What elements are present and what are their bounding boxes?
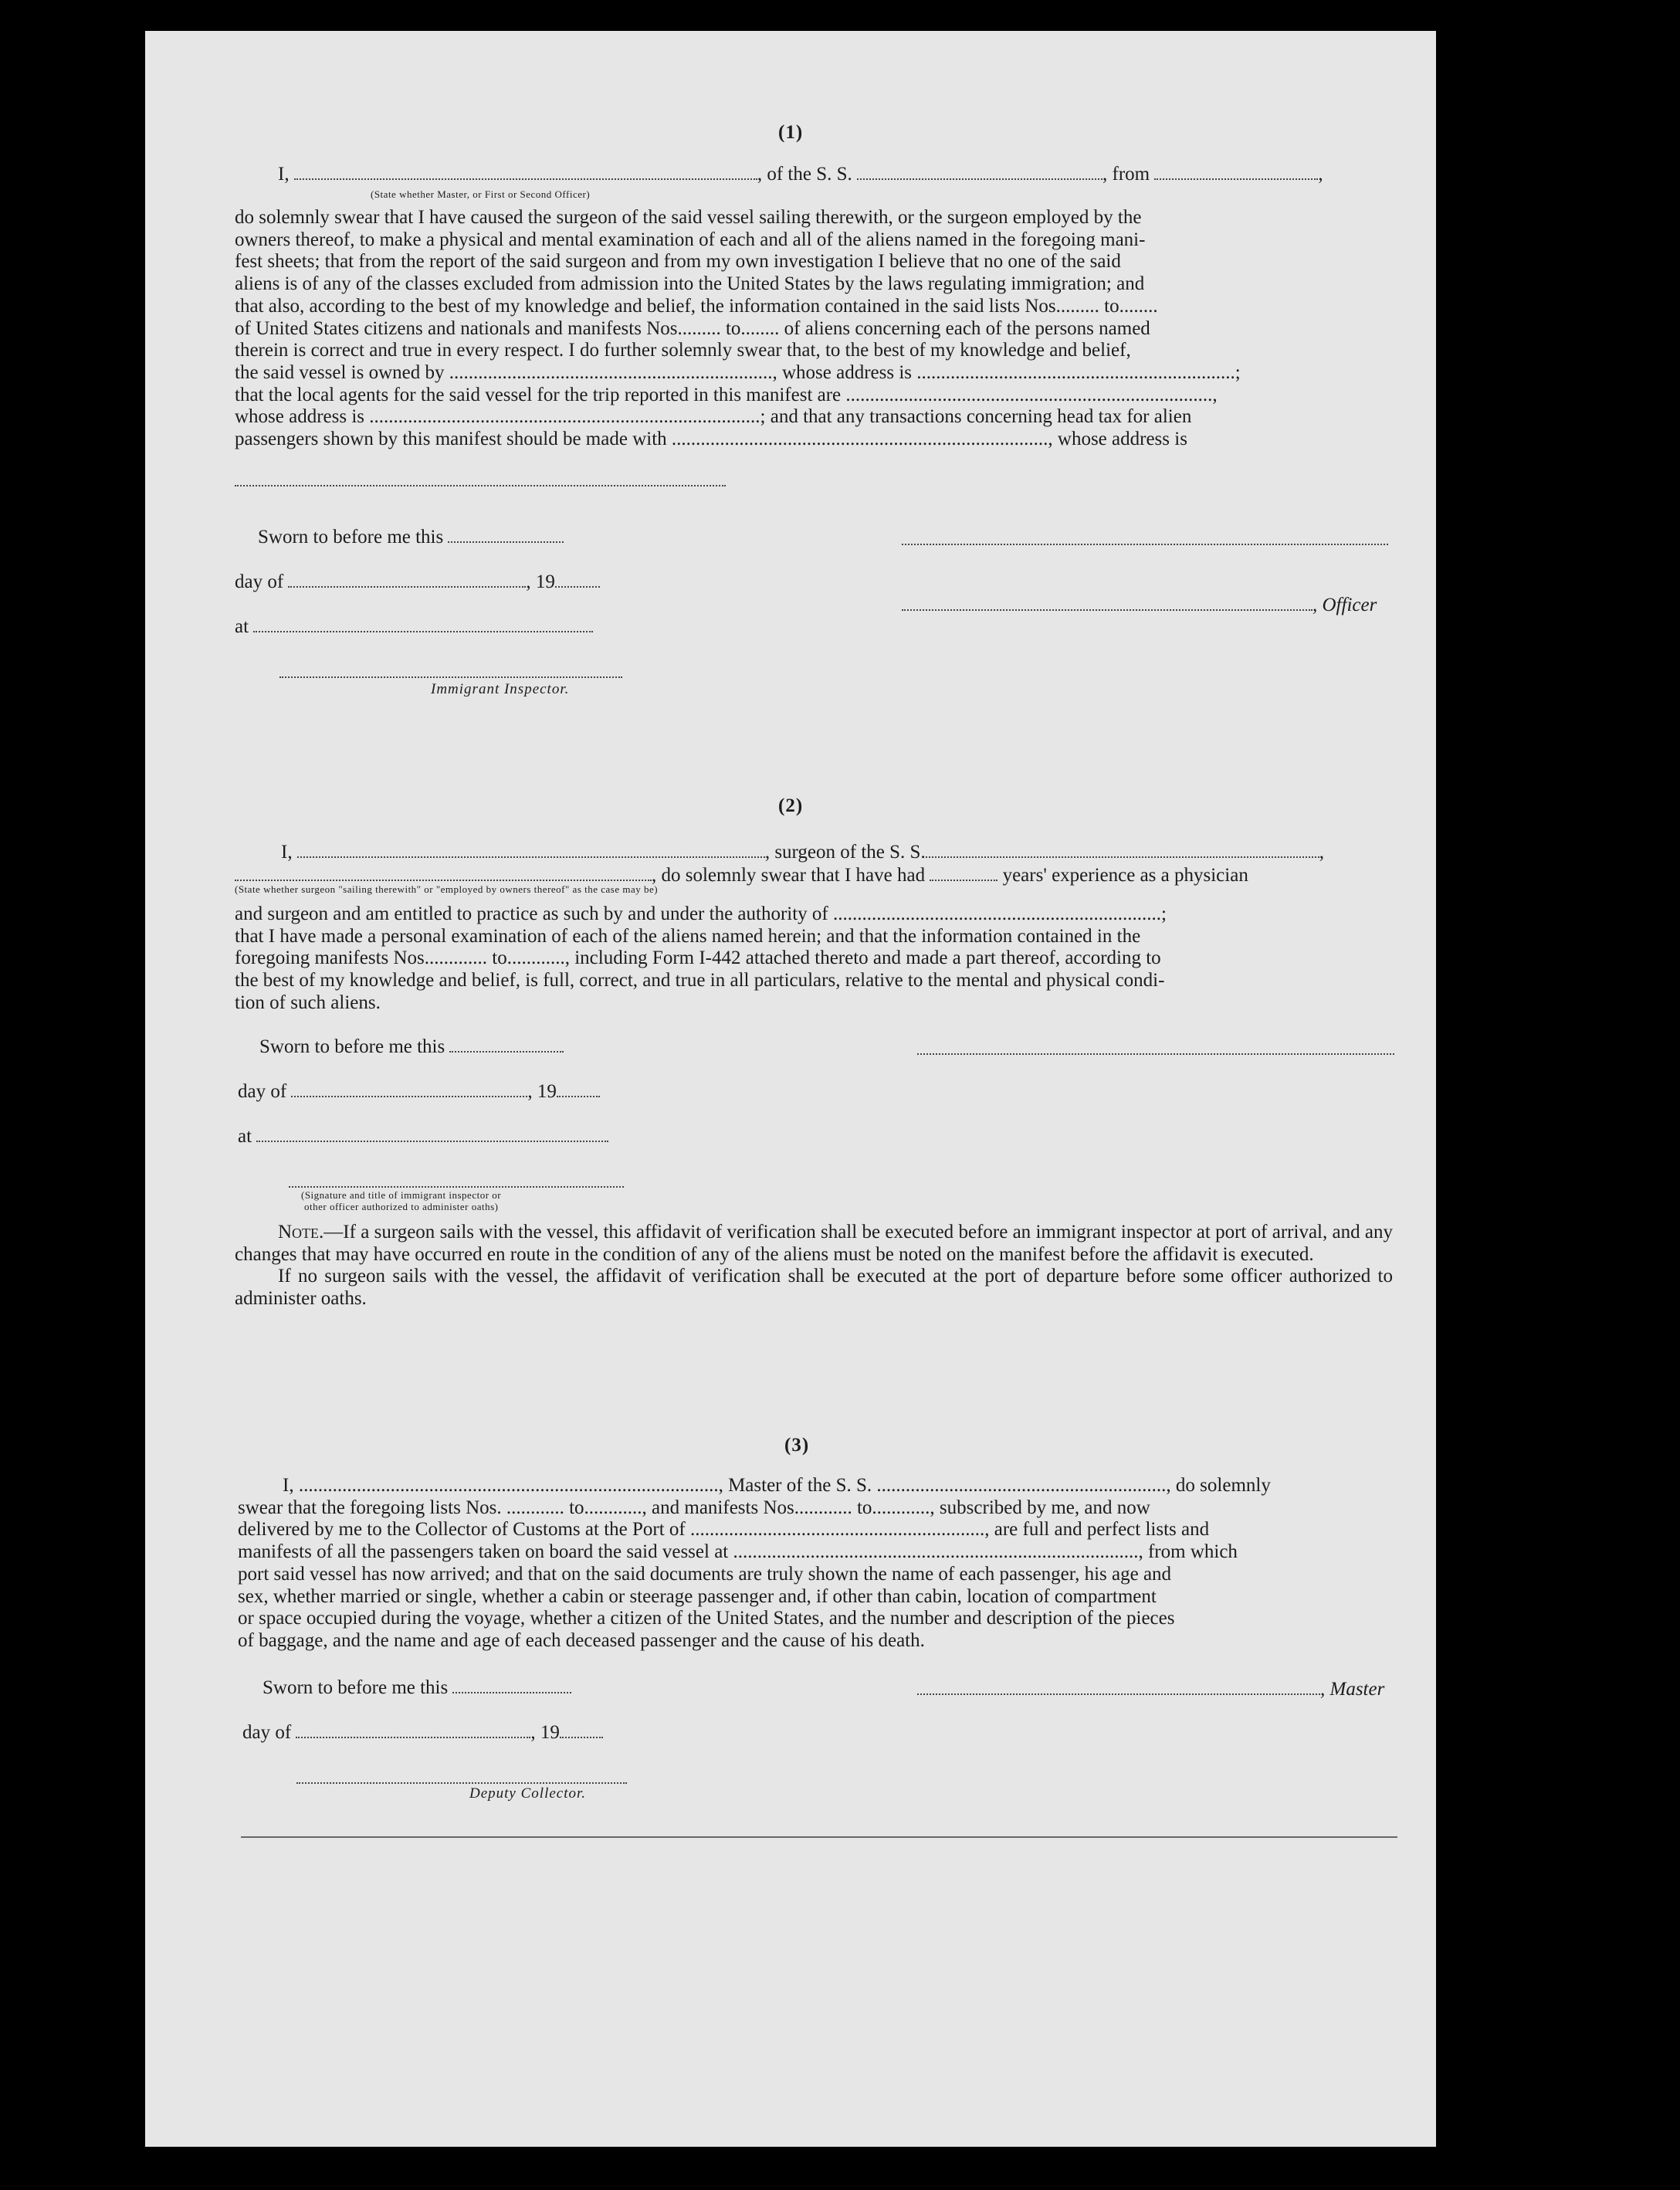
s2-surgeon-label: , surgeon of the S. S. bbox=[764, 842, 926, 863]
s2-first-line bbox=[281, 842, 1324, 863]
s2-day-row bbox=[238, 1081, 600, 1103]
s1-year-blank bbox=[555, 572, 600, 588]
punch-hole-7 bbox=[1473, 1359, 1507, 1393]
s2-note2-paragraph: If no surgeon sails with the vessel, the affidavit of verification shall be executed at the port of departure before some officer authorized to administer oaths. bbox=[235, 1266, 1393, 1310]
s2-i-label: I, bbox=[281, 842, 293, 863]
s1-i-label: I, bbox=[278, 164, 290, 185]
s1-officer-label: , Officer bbox=[1312, 595, 1377, 615]
s3-master-signature-blank bbox=[917, 1680, 1320, 1695]
s1-inspector-signature-blank bbox=[279, 663, 622, 678]
s3-line-2: swear that the foregoing lists Nos. ............ to............, and manifests Nos............ to............, subscribed by me, and now bbox=[238, 1497, 1150, 1518]
s1-inspector-label: Immigrant Inspector. bbox=[431, 681, 570, 697]
s2-years-label: years' experience as a physician bbox=[1002, 865, 1248, 886]
manifest-back-page bbox=[145, 31, 1436, 2147]
s2-status-caption: (State whether surgeon "sailing therewith" or "employed by owners thereof" as the case may be) bbox=[235, 883, 659, 895]
s3-sworn-row bbox=[262, 1677, 571, 1699]
s3-collector-signature-blank bbox=[296, 1768, 627, 1784]
s1-officer-row bbox=[902, 595, 1377, 616]
section-3-body bbox=[238, 1475, 1396, 1653]
s1-line-4: aliens is of any of the classes excluded from admission into the United States by the laws regulating immigration; and bbox=[235, 273, 1145, 295]
s1-address-blank bbox=[235, 471, 726, 486]
s3-day-blank bbox=[296, 1723, 530, 1738]
s2-at-blank bbox=[256, 1127, 608, 1142]
s3-line-1: I, ......................................................................................., Master of the S. S. ............................................................, do solemnly bbox=[283, 1475, 1271, 1496]
s2-status-blank bbox=[235, 866, 652, 881]
s1-sworn-row bbox=[258, 527, 564, 548]
s3-master-row bbox=[917, 1679, 1384, 1700]
s3-collector-label: Deputy Collector. bbox=[469, 1785, 587, 1802]
punch-hole-4 bbox=[1458, 564, 1492, 598]
s1-officer-caption: (State whether Master, or First or Second Officer) bbox=[371, 188, 591, 200]
s1-of-ss-label: , of the S. S. bbox=[757, 164, 852, 185]
s1-line-1: do solemnly swear that I have caused the surgeon of the said vessel sailing therewith, or the surgeon employed by the bbox=[235, 207, 1142, 228]
s2-surgeon-signature-blank bbox=[917, 1039, 1394, 1055]
section-1-first-line bbox=[278, 164, 1323, 185]
punch-hole-5 bbox=[1465, 687, 1499, 721]
s1-line-6: of United States citizens and nationals and manifests Nos......... to........ of aliens concerning each of the persons named bbox=[235, 317, 1150, 339]
s2-surgeon-name-blank bbox=[297, 842, 765, 858]
section-2-body bbox=[235, 903, 1393, 1015]
s3-line-8: of baggage, and the name and age of each deceased passenger and the cause of his death. bbox=[238, 1629, 925, 1651]
s2-note-text: —If a surgeon sails with the vessel, this affidavit of verification shall be executed before an immigrant inspector at port of arrival, and any changes that may have occurred en route in the condition of any of the aliens must be noted on the manifest before the affidavit is executed. bbox=[235, 1222, 1393, 1265]
s1-from-blank bbox=[1154, 164, 1318, 180]
s3-sworn-blank bbox=[452, 1678, 571, 1693]
s2-at-label: at bbox=[238, 1126, 252, 1147]
bottom-rule bbox=[241, 1836, 1397, 1838]
s1-at-row bbox=[235, 616, 593, 638]
s2-line-4: the best of my knowledge and belief, is full, correct, and true in all particulars, relative to the mental and physical condi- bbox=[235, 970, 1165, 992]
s1-day-blank bbox=[288, 572, 526, 588]
s2-day-blank bbox=[291, 1082, 527, 1097]
section-3-number: (3) bbox=[784, 1435, 810, 1456]
s2-line-3: foregoing manifests Nos............. to............, including Form I-442 attached thereto and made a part thereof, according to bbox=[235, 948, 1161, 969]
s1-line-7: therein is correct and true in every respect. I do further solemnly swear that, to the best of my knowledge and belief, bbox=[235, 340, 1131, 361]
s3-line-3: delivered by me to the Collector of Customs at the Port of ............................................................., are full and perfect lists and bbox=[238, 1519, 1210, 1541]
s1-day-row bbox=[235, 571, 600, 593]
s3-day-row bbox=[242, 1722, 603, 1744]
s2-sworn-blank bbox=[449, 1037, 564, 1053]
s2-sworn-label: Sworn to before me this bbox=[259, 1036, 445, 1057]
punch-hole-6 bbox=[1468, 1018, 1502, 1052]
s1-at-label: at bbox=[235, 616, 249, 637]
s1-ship-blank bbox=[857, 164, 1102, 180]
punch-hole-8 bbox=[1476, 1799, 1510, 1833]
s2-line-2: that I have made a personal examination of each of the aliens named herein; and that the information contained in the bbox=[235, 925, 1141, 947]
s1-at-blank bbox=[253, 617, 593, 632]
s1-officer-signature-blank bbox=[902, 595, 1312, 611]
section-1-number: (1) bbox=[778, 122, 804, 143]
s2-line-1: and surgeon and am entitled to practice as such by and under the authority of ....................................................................; bbox=[235, 903, 1167, 924]
s3-year-blank bbox=[560, 1723, 603, 1738]
s2-signature-caption-1: (Signature and title of immigrant inspector or bbox=[301, 1189, 502, 1201]
section-2-number: (2) bbox=[778, 795, 804, 816]
s2-line-5: tion of such aliens. bbox=[235, 992, 381, 1013]
section-1-body bbox=[235, 207, 1393, 451]
s3-sworn-label: Sworn to before me this bbox=[262, 1677, 449, 1698]
punch-hole-1 bbox=[1436, 93, 1470, 127]
s1-line-8: the said vessel is owned by ..................................................................., whose address is ..................................................................; bbox=[235, 361, 1241, 383]
s2-year-label: , 19 bbox=[527, 1081, 557, 1102]
s1-day-label: day of bbox=[235, 571, 284, 592]
s1-line-3: fest sheets; that from the report of the said surgeon and from my own investigation I believe that no one of the said bbox=[235, 251, 1121, 273]
s2-inspector-signature-blank bbox=[289, 1172, 624, 1188]
s1-comma: , bbox=[1318, 164, 1323, 185]
s1-sworn-label: Sworn to before me this bbox=[258, 527, 444, 548]
s3-line-7: or space occupied during the voyage, whether a citizen of the United States, and the number and description of the pieces bbox=[238, 1608, 1175, 1629]
s2-note-paragraph bbox=[235, 1222, 1393, 1266]
s2-comma: , bbox=[1319, 842, 1324, 863]
s1-officer-signature-top-blank bbox=[902, 530, 1388, 545]
s2-note bbox=[235, 1222, 1393, 1310]
punch-hole-3 bbox=[1453, 236, 1487, 270]
s2-day-label: day of bbox=[238, 1081, 287, 1102]
s3-line-6: sex, whether married or single, whether a cabin or steerage passenger and, if other than cabin, location of compartment bbox=[238, 1585, 1157, 1607]
s1-from-label: , from bbox=[1102, 164, 1150, 185]
s2-signature-caption-2: other officer authorized to administer oaths) bbox=[304, 1201, 499, 1212]
s2-at-row bbox=[238, 1126, 608, 1148]
s3-line-4: manifests of all the passengers taken on board the said vessel at ...................................................................................., from which bbox=[238, 1541, 1238, 1563]
s2-swear-label: , do solemnly swear that I have had bbox=[652, 865, 926, 886]
s2-ship-blank bbox=[926, 842, 1319, 858]
s1-line-5: that also, according to the best of my knowledge and belief, the information contained in the said lists Nos......... to........ bbox=[235, 295, 1158, 317]
s3-year-label: , 19 bbox=[530, 1722, 560, 1743]
s2-sworn-row bbox=[259, 1036, 564, 1058]
s1-sworn-blank bbox=[448, 527, 564, 543]
s3-master-label: , Master bbox=[1320, 1679, 1385, 1700]
s1-line-10: whose address is .................................................................................; and that any transactions concerning head tax for alien bbox=[235, 406, 1192, 428]
s3-line-5: port said vessel has now arrived; and that on the said documents are truly shown the name of each passenger, his age and bbox=[238, 1563, 1172, 1585]
s1-year-label: , 19 bbox=[526, 571, 555, 592]
s2-year-blank bbox=[557, 1082, 600, 1097]
s1-line-11: passengers shown by this manifest should be made with .............................................................................., whose address is bbox=[235, 429, 1187, 450]
s1-line-9: that the local agents for the said vessel for the trip reported in this manifest are ............................................................................, bbox=[235, 384, 1218, 405]
s1-officer-blank bbox=[294, 164, 757, 180]
s2-note-label: Note. bbox=[278, 1222, 324, 1242]
s2-years-blank bbox=[930, 866, 998, 881]
s1-line-2: owners thereof, to make a physical and mental examination of each and all of the aliens named in the foregoing mani- bbox=[235, 229, 1146, 250]
s3-day-label: day of bbox=[242, 1722, 292, 1743]
